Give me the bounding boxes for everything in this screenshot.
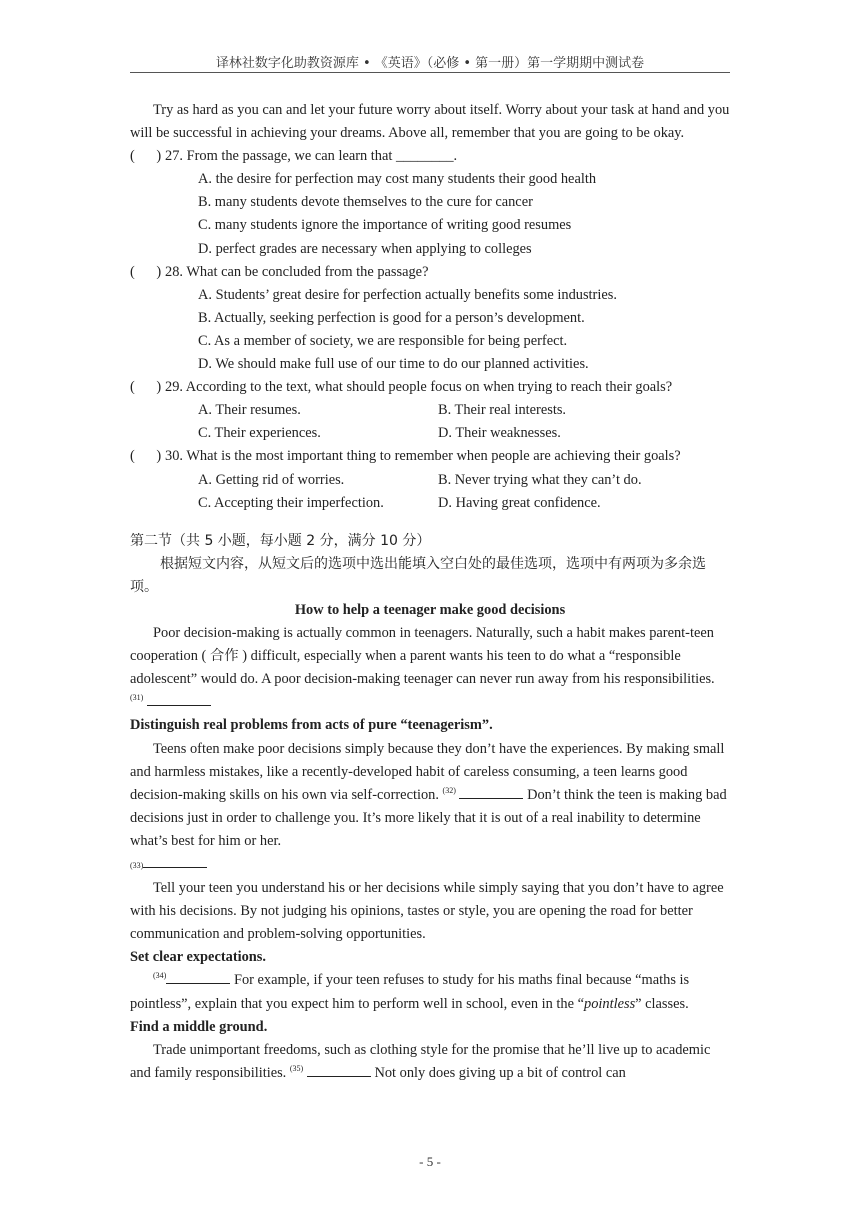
option: B. Actually, seeking perfection is good for a person’s development.	[198, 309, 585, 326]
option: B. Never trying what they can’t do.	[438, 471, 642, 488]
page-content	[130, 99, 730, 1085]
paragraph-5: Trade unimportant freedoms, such as clothing style for the promise that he’ll live up to academic and family responsibilities. $^{(35)}$ Not only does giving up a bit of control can	[130, 1041, 711, 1081]
blank-33	[143, 853, 207, 868]
blank-32	[459, 784, 523, 799]
page-number: - 5 -	[419, 1154, 441, 1169]
header-rule	[130, 72, 730, 73]
option-row	[130, 399, 730, 422]
option: B. Their real interests.	[438, 402, 567, 419]
blank-number: (31)	[130, 693, 144, 703]
passage-title: How to help a teenager make good decisions	[294, 601, 566, 618]
subheading-3: Find a middle ground.	[130, 1018, 268, 1035]
blank-number: (35)	[289, 1064, 304, 1074]
option: D. Having great confidence.	[438, 494, 601, 511]
section-heading: 第二节（共 5 小题，每小题 2 分，满分 10 分）	[130, 532, 431, 549]
paragraph-4: $^{(34)}$ For example, if your teen refuses to study for his maths final because “maths is pointless”, explain that you expect him to perform well in school, even in the “pointless” classes.	[130, 969, 730, 1015]
question-stem: 29. According to the text, what should people focus on when trying to reach their goals?	[165, 379, 673, 396]
answer-paren: ( )	[130, 148, 162, 165]
option-row	[130, 469, 730, 492]
question-28	[130, 261, 730, 284]
option: D. perfect grades are necessary when applying to colleges	[198, 240, 532, 257]
option: C. many students ignore the importance of writing good resumes	[198, 217, 572, 234]
subheading-2: Set clear expectations.	[130, 949, 267, 966]
blank-number: (32)	[442, 785, 456, 795]
paragraph-3: Tell your teen you understand his or her decisions while simply saying that you don’t have to agree with his decisions. By not judging his opinions, tastes or style, you are opening the road for better communication and problem-solving opportunities.	[130, 880, 724, 943]
blank-33-line	[130, 853, 730, 877]
answer-paren: ( )	[130, 263, 162, 280]
option: D. We should make full use of our time to do our planned activities.	[198, 356, 589, 373]
option: C. As a member of society, we are responsible for being perfect.	[198, 332, 568, 349]
intro-paragraph: Try as hard as you can and let your future worry about itself. Worry about your task at hand and you will be successful in achieving your dreams. Above all, remember that you are going to be okay.	[130, 102, 730, 142]
blank-number: (33)	[130, 861, 144, 870]
option: A. Students’ great desire for perfection actually benefits some industries.	[198, 286, 617, 303]
blank-number: (34)	[153, 971, 167, 981]
question-30	[130, 445, 730, 468]
blank-31	[147, 691, 211, 706]
blank-35	[307, 1062, 371, 1077]
option-row	[130, 422, 730, 445]
section-instruction: 根据短文内容，从短文后的选项中选出能填入空白处的最佳选项，选项中有两项为多余选项。	[130, 555, 706, 595]
subheading-1: Distinguish real problems from acts of pure “teenagerism”.	[130, 717, 493, 734]
option: A. Their resumes.	[198, 402, 301, 419]
option: A. the desire for perfection may cost many students their good health	[198, 171, 597, 188]
option: C. Accepting their imperfection.	[198, 494, 384, 511]
option: B. many students devote themselves to the cure for cancer	[198, 194, 533, 211]
answer-paren: ( )	[130, 448, 162, 465]
question-29	[130, 376, 730, 399]
question-27	[130, 145, 730, 168]
option: A. Getting rid of worries.	[198, 471, 345, 488]
option-row	[130, 492, 730, 515]
paragraph-2: Teens often make poor decisions simply because they don’t have the experiences. By making small and harmless mistakes, like a recently-developed habit of careless consuming, a teen learns good decision-making skills on his own via self-correction. $^{(32)}$ Don’t think the teen is making bad decisions just in order to challenge you. It’s more likely that it is out of a real inability to determine what’s best for him or her.	[130, 740, 727, 849]
answer-paren: ( )	[130, 379, 162, 396]
blank-34	[166, 969, 230, 984]
question-stem: 28. What can be concluded from the passage?	[165, 263, 429, 280]
paragraph-1: Poor decision-making is actually common in teenagers. Naturally, such a habit makes parent-teen cooperation ( 合作 ) difficult, especially when a parent wants his teen to do what a “responsible adolescent” would do. A poor decision-making teenager can never run away from his responsibilities. $^{(31)}$	[130, 622, 730, 714]
option: C. Their experiences.	[198, 425, 321, 442]
page-header: 译林社数字化助教资源库 • 《英语》（必修 • 第一册）第一学期期中测试卷	[215, 56, 645, 71]
question-stem: 30. What is the most important thing to remember when people are achieving their goals?	[165, 448, 681, 465]
question-stem: 27. From the passage, we can learn that ________.	[165, 148, 458, 165]
option: D. Their weaknesses.	[438, 425, 561, 442]
